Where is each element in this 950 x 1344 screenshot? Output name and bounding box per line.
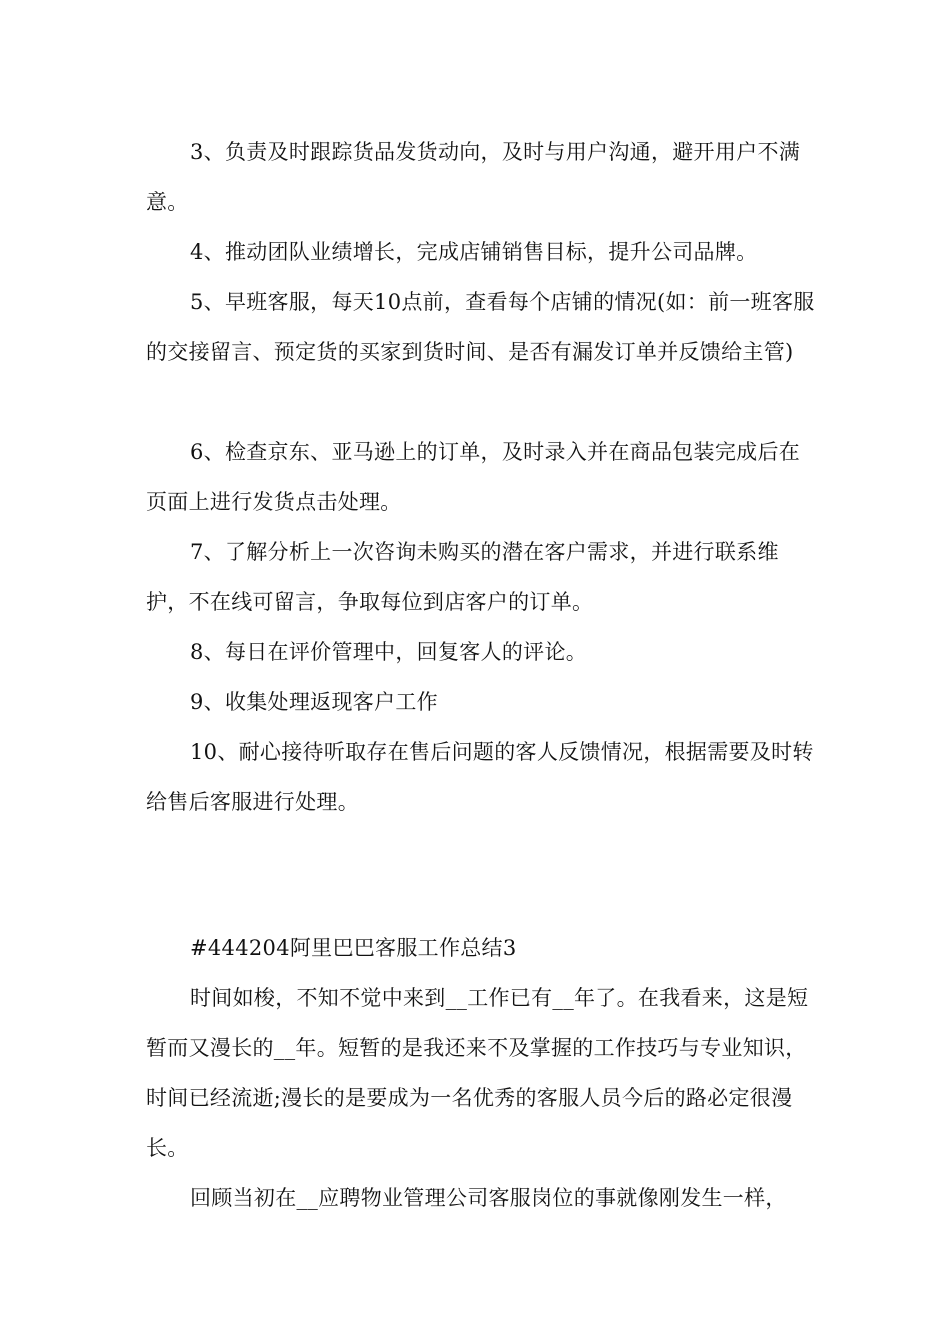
list-item-9: 9、收集处理返现客户工作 <box>190 690 438 714</box>
list-item-6: 6、检查京东、亚马逊上的订单，及时录入并在商品包装完成后在页面上进行发货点击处理。 <box>146 440 801 514</box>
body-paragraph-2: 回顾当初在__应聘物业管理公司客服岗位的事就像刚发生一样， <box>190 1186 787 1210</box>
list-item-10: 10、耐心接待听取存在售后问题的客人反馈情况，根据需要及时转给售后客服进行处理。 <box>146 740 814 814</box>
list-item-8: 8、每日在评价管理中，回复客人的评论。 <box>190 640 588 664</box>
list-item-5: 5、早班客服，每天10点前，查看每个店铺的情况(如：前一班客服的交接留言、预定货的买家到货时间、是否有漏发订单并反馈给主管) <box>146 290 815 364</box>
list-item-4: 4、推动团队业绩增长，完成店铺销售目标，提升公司品牌。 <box>190 240 758 264</box>
section-title: #444204阿里巴巴客服工作总结3 <box>190 936 517 960</box>
list-item-3: 3、负责及时跟踪货品发货动向，及时与用户沟通，避开用户不满意。 <box>146 140 801 214</box>
body-paragraph-1: 时间如梭，不知不觉中来到__工作已有__年了。在我看来，这是短暂而又漫长的__年。短暂的是我还来不及掌握的工作技巧与专业知识，时间已经流逝;漫长的是要成为一名优秀的客服人员今后的路必定很漫长。 <box>146 986 809 1160</box>
list-item-7: 7、了解分析上一次咨询未购买的潜在客户需求，并进行联系维护，不在线可留言，争取每位到店客户的订单。 <box>146 540 779 614</box>
